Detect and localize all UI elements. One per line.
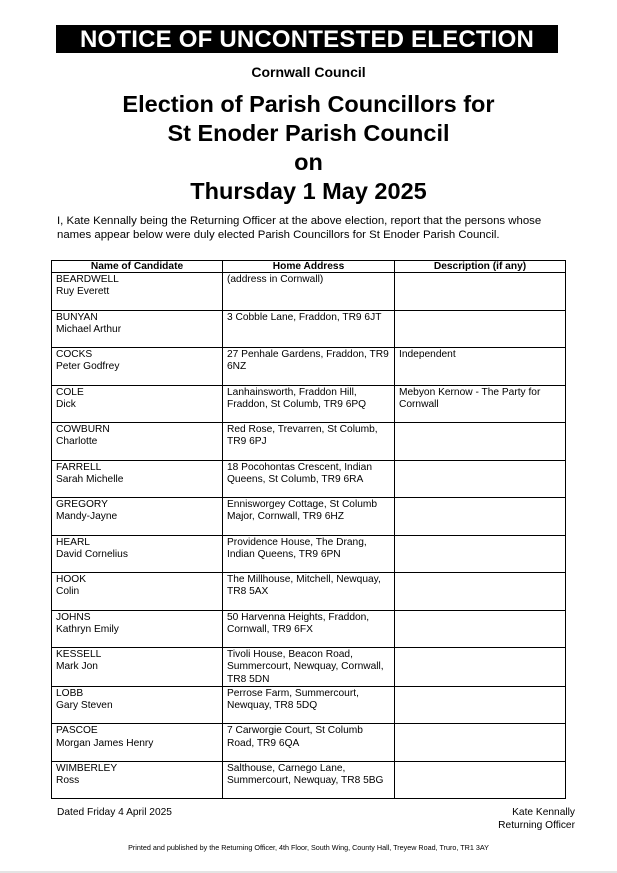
candidate-surname: COLE bbox=[56, 386, 84, 398]
candidate-name-cell bbox=[52, 573, 223, 611]
candidate-forenames: Kathryn Emily bbox=[56, 623, 119, 635]
candidates-table bbox=[51, 260, 566, 799]
candidate-description bbox=[395, 686, 566, 724]
candidate-surname: BUNYAN bbox=[56, 311, 98, 323]
candidate-forenames: Ruy Everett bbox=[56, 286, 110, 298]
candidate-surname: BEARDWELL bbox=[56, 274, 119, 285]
candidate-name-cell bbox=[52, 273, 223, 311]
candidate-description bbox=[395, 761, 566, 799]
candidate-surname: KESSELL bbox=[56, 649, 102, 660]
candidate-name-cell bbox=[52, 498, 223, 536]
candidate-forenames: Michael Arthur bbox=[56, 323, 122, 335]
candidate-forenames: Peter Godfrey bbox=[56, 361, 120, 373]
table-row bbox=[52, 348, 566, 386]
candidate-description bbox=[395, 724, 566, 762]
candidate-description bbox=[395, 423, 566, 461]
candidate-description bbox=[395, 535, 566, 573]
candidate-forenames: Morgan James Henry bbox=[56, 737, 154, 749]
candidate-name-cell bbox=[52, 348, 223, 386]
table-row bbox=[52, 686, 566, 724]
candidate-description bbox=[395, 573, 566, 611]
candidate-surname: PASCOE bbox=[56, 725, 98, 737]
candidate-address: 50 Harvenna Heights, Fraddon, Cornwall, TR9 6FX bbox=[223, 610, 395, 648]
candidate-surname: COCKS bbox=[56, 349, 93, 360]
candidate-address: 7 Carworgie Court, St Columb Road, TR9 6QA bbox=[223, 724, 395, 762]
table-row bbox=[52, 310, 566, 348]
column-header-description: Description (if any) bbox=[395, 261, 566, 273]
candidate-name-cell bbox=[52, 648, 223, 687]
candidate-description bbox=[395, 498, 566, 536]
candidate-name-cell bbox=[52, 761, 223, 799]
candidate-forenames: Sarah Michelle bbox=[56, 473, 124, 485]
table-row bbox=[52, 535, 566, 573]
council-name: Cornwall Council bbox=[251, 64, 366, 80]
officer-name: Kate Kennally bbox=[512, 807, 575, 818]
notice-banner: NOTICE OF UNCONTESTED ELECTION bbox=[56, 25, 558, 53]
candidate-address: Lanhainsworth, Fraddon Hill, Fraddon, St Columb, TR9 6PQ bbox=[223, 385, 395, 423]
officer-signature bbox=[498, 807, 575, 832]
candidate-description bbox=[395, 648, 566, 687]
candidate-surname: COWBURN bbox=[56, 424, 110, 435]
candidate-name-cell bbox=[52, 423, 223, 461]
candidate-description bbox=[395, 610, 566, 648]
table-row bbox=[52, 573, 566, 611]
table-row bbox=[52, 273, 566, 311]
dated-line: Dated Friday 4 April 2025 bbox=[57, 807, 172, 818]
candidate-surname: FARRELL bbox=[56, 461, 102, 473]
table-header-row bbox=[52, 261, 566, 273]
heading-line: on bbox=[294, 149, 323, 175]
candidate-forenames: Colin bbox=[56, 586, 80, 598]
table-row bbox=[52, 498, 566, 536]
candidate-address: 27 Penhale Gardens, Fraddon, TR9 6NZ bbox=[223, 348, 395, 386]
candidate-name-cell bbox=[52, 610, 223, 648]
candidate-surname: WIMBERLEY bbox=[56, 762, 118, 774]
column-header-address: Home Address bbox=[223, 261, 395, 273]
table-row bbox=[52, 648, 566, 687]
table-row bbox=[52, 724, 566, 762]
candidate-forenames: Mark Jon bbox=[56, 661, 98, 673]
candidate-surname: JOHNS bbox=[56, 611, 91, 623]
candidate-forenames: Mandy-Jayne bbox=[56, 511, 118, 523]
table-row bbox=[52, 610, 566, 648]
candidate-description bbox=[395, 460, 566, 498]
candidate-description bbox=[395, 310, 566, 348]
candidate-surname: HOOK bbox=[56, 574, 87, 585]
candidate-address: Red Rose, Trevarren, St Columb, TR9 6PJ bbox=[223, 423, 395, 461]
candidate-name-cell bbox=[52, 686, 223, 724]
candidate-address: (address in Cornwall) bbox=[223, 273, 395, 311]
candidate-name-cell bbox=[52, 724, 223, 762]
candidate-description: Independent bbox=[395, 348, 566, 386]
heading-line: Election of Parish Councillors for bbox=[122, 91, 495, 117]
candidate-name-cell bbox=[52, 310, 223, 348]
candidate-description bbox=[395, 273, 566, 311]
table-row bbox=[52, 423, 566, 461]
candidate-forenames: Dick bbox=[56, 398, 76, 410]
candidate-description: Mebyon Kernow - The Party for Cornwall bbox=[395, 385, 566, 423]
candidate-address: Salthouse, Carnego Lane, Summercourt, Newquay, TR8 5BG bbox=[223, 761, 395, 799]
candidate-surname: GREGORY bbox=[56, 499, 108, 510]
candidate-address: Perrose Farm, Summercourt, Newquay, TR8 5DQ bbox=[223, 686, 395, 724]
table-row bbox=[52, 385, 566, 423]
candidate-address: Providence House, The Drang, Indian Queens, TR9 6PN bbox=[223, 535, 395, 573]
officer-title: Returning Officer bbox=[498, 819, 575, 831]
intro-paragraph: I, Kate Kennally being the Returning Officer at the above election, report that the persons whose names appear below were duly elected Parish Councillors for St Enoder Parish Council. bbox=[57, 215, 542, 241]
table-row bbox=[52, 761, 566, 799]
heading-line: St Enoder Parish Council bbox=[167, 120, 450, 146]
candidate-address: The Millhouse, Mitchell, Newquay, TR8 5AX bbox=[223, 573, 395, 611]
candidate-name-cell bbox=[52, 460, 223, 498]
imprint: Printed and published by the Returning Officer, 4th Floor, South Wing, County Hall, Treyew Road, Truro, TR1 3AY bbox=[128, 843, 489, 852]
candidate-surname: HEARL bbox=[56, 536, 90, 548]
candidate-name-cell bbox=[52, 385, 223, 423]
candidate-forenames: Gary Steven bbox=[56, 700, 113, 712]
candidate-forenames: Ross bbox=[56, 775, 80, 787]
candidate-address: Tivoli House, Beacon Road, Summercourt, Newquay, Cornwall, TR8 5DN bbox=[223, 648, 395, 687]
candidate-forenames: Charlotte bbox=[56, 436, 98, 448]
candidate-forenames: David Cornelius bbox=[56, 548, 128, 560]
election-heading bbox=[0, 90, 617, 206]
candidate-address: 18 Pocohontas Crescent, Indian Queens, St Columb, TR9 6RA bbox=[223, 460, 395, 498]
candidate-name-cell bbox=[52, 535, 223, 573]
candidate-surname: LOBB bbox=[56, 687, 84, 699]
candidate-address: Ennisworgey Cottage, St Columb Major, Cornwall, TR9 6HZ bbox=[223, 498, 395, 536]
candidate-address: 3 Cobble Lane, Fraddon, TR9 6JT bbox=[223, 310, 395, 348]
table-row bbox=[52, 460, 566, 498]
column-header-name: Name of Candidate bbox=[52, 261, 223, 273]
heading-line: Thursday 1 May 2025 bbox=[190, 178, 427, 204]
